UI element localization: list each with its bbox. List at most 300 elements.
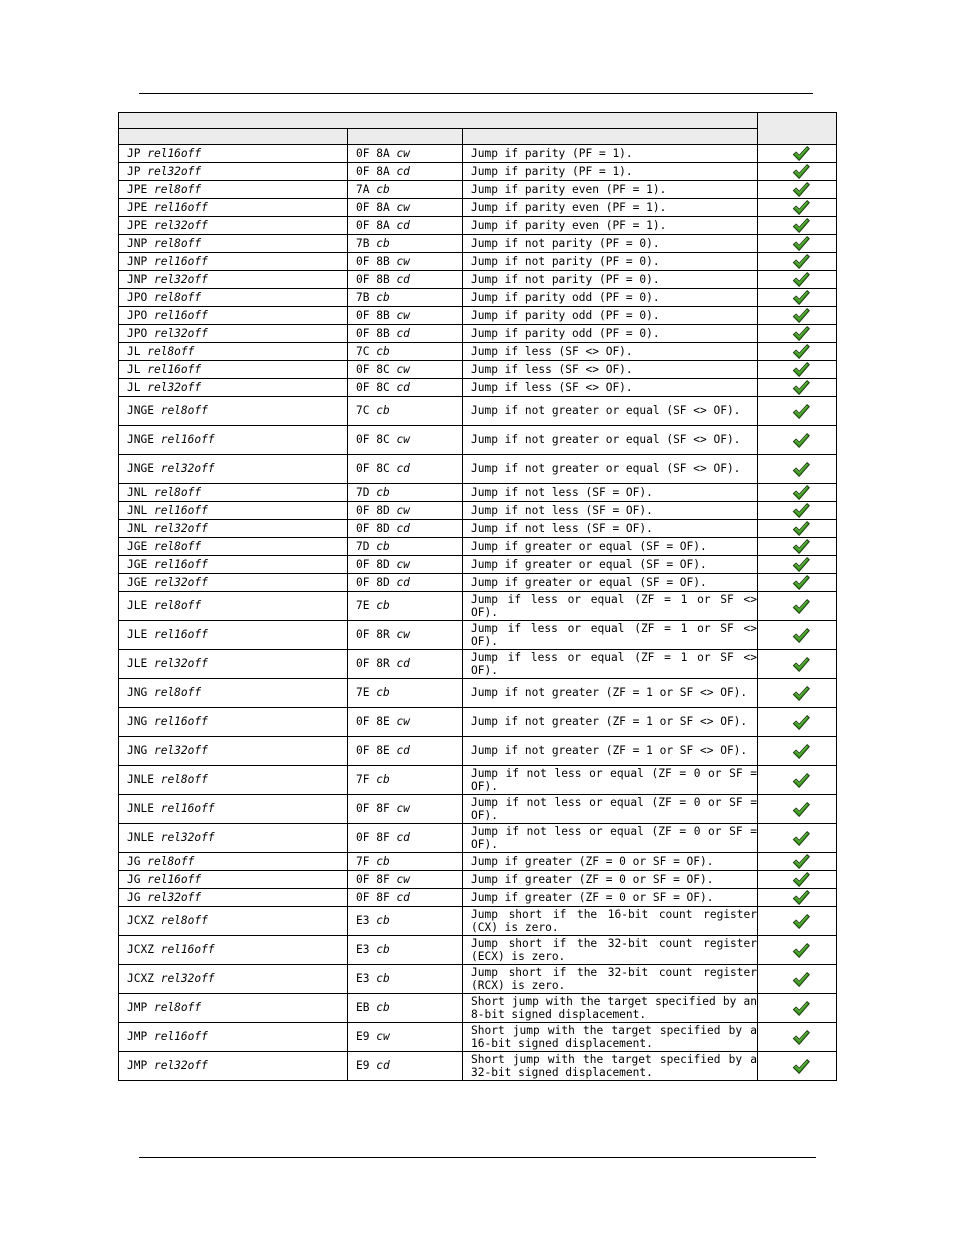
description-cell: Short jump with the target specified by a 32-bit signed displacement.	[463, 1052, 758, 1081]
mnemonic-cell	[119, 379, 348, 397]
opcode-cell	[348, 361, 463, 379]
support-column-header	[758, 113, 837, 145]
opcode-suffix: cw	[396, 557, 410, 571]
green-checkmark-icon	[792, 379, 810, 396]
opcode-cell	[348, 538, 463, 556]
opcode-suffix: cw	[396, 308, 410, 322]
opcode: 0F 8A	[356, 200, 390, 214]
opcode-suffix: cb	[376, 404, 390, 418]
support-cell	[758, 502, 837, 520]
support-cell	[758, 520, 837, 538]
table-row	[119, 556, 837, 574]
mnemonic-cell	[119, 455, 348, 484]
mnemonic: JNLE	[127, 802, 154, 816]
opcode-cell	[348, 502, 463, 520]
support-cell	[758, 965, 837, 994]
opcode: 0F 8F	[356, 831, 390, 845]
operand: rel32off	[153, 521, 208, 535]
mnemonic: JCXZ	[127, 943, 154, 957]
support-cell	[758, 379, 837, 397]
mnemonic-cell	[119, 520, 348, 538]
opcode: 7D	[356, 539, 370, 553]
table-row	[119, 379, 837, 397]
support-cell	[758, 484, 837, 502]
opcode-suffix: cw	[396, 872, 410, 886]
mnemonic: JL	[127, 362, 141, 376]
description-cell: Jump if greater (ZF = 0 or SF = OF).	[463, 871, 758, 889]
opcode-suffix: cw	[396, 200, 410, 214]
support-cell	[758, 361, 837, 379]
table-row	[119, 271, 837, 289]
mnemonic: JGE	[127, 557, 148, 571]
description-cell: Jump if less (SF <> OF).	[463, 361, 758, 379]
opcode-cell	[348, 426, 463, 455]
table-row	[119, 325, 837, 343]
table-row	[119, 853, 837, 871]
operand: rel16off	[153, 308, 208, 322]
description-cell: Jump if parity odd (PF = 0).	[463, 289, 758, 307]
opcode-header	[348, 129, 463, 145]
mnemonic-cell	[119, 307, 348, 325]
description-cell: Jump if less (SF <> OF).	[463, 379, 758, 397]
opcode: E9	[356, 1059, 370, 1073]
description-cell: Jump if not less or equal (ZF = 0 or SF = OF).	[463, 766, 758, 795]
table-row	[119, 871, 837, 889]
table-row	[119, 936, 837, 965]
description-cell: Jump if parity even (PF = 1).	[463, 199, 758, 217]
mnemonic-cell	[119, 325, 348, 343]
green-checkmark-icon	[792, 871, 810, 888]
support-cell	[758, 397, 837, 426]
green-checkmark-icon	[792, 685, 810, 702]
opcode: 7F	[356, 773, 370, 787]
description-cell: Jump if less or equal (ZF = 1 or SF <> OF).	[463, 621, 758, 650]
table-row	[119, 1023, 837, 1052]
table-row	[119, 965, 837, 994]
green-checkmark-icon	[792, 145, 810, 162]
green-checkmark-icon	[792, 217, 810, 234]
table-row	[119, 737, 837, 766]
opcode: 7E	[356, 599, 370, 613]
mnemonic-cell	[119, 181, 348, 199]
opcode-cell	[348, 795, 463, 824]
support-cell	[758, 650, 837, 679]
opcode-suffix: cw	[396, 254, 410, 268]
table-row	[119, 520, 837, 538]
description-cell: Jump if parity even (PF = 1).	[463, 181, 758, 199]
mnemonic: JCXZ	[127, 972, 154, 986]
opcode-cell	[348, 708, 463, 737]
support-cell	[758, 708, 837, 737]
green-checkmark-icon	[792, 1000, 810, 1017]
support-cell	[758, 538, 837, 556]
opcode: 0F 8C	[356, 462, 390, 476]
support-cell	[758, 766, 837, 795]
opcode: EB	[356, 1001, 370, 1015]
mnemonic: JNGE	[127, 433, 154, 447]
opcode-suffix: cd	[396, 164, 410, 178]
opcode-suffix: cd	[396, 326, 410, 340]
description-cell: Jump if parity odd (PF = 0).	[463, 325, 758, 343]
opcode-suffix: cw	[396, 802, 410, 816]
opcode-cell	[348, 455, 463, 484]
mnemonic: JPE	[127, 218, 148, 232]
mnemonic-cell	[119, 343, 348, 361]
opcode-cell	[348, 145, 463, 163]
operand: rel16off	[153, 254, 208, 268]
opcode: 0F 8D	[356, 503, 390, 517]
opcode: E9	[356, 1030, 370, 1044]
description-cell: Jump if greater or equal (SF = OF).	[463, 574, 758, 592]
mnemonic: JNL	[127, 485, 148, 499]
green-checkmark-icon	[792, 574, 810, 591]
description-cell: Jump if greater or equal (SF = OF).	[463, 538, 758, 556]
description-cell: Jump if greater (ZF = 0 or SF = OF).	[463, 889, 758, 907]
mnemonic-cell	[119, 426, 348, 455]
operand: rel16off	[153, 200, 208, 214]
operand: rel16off	[160, 433, 215, 447]
table-row	[119, 455, 837, 484]
support-cell	[758, 592, 837, 621]
mnemonic-cell	[119, 907, 348, 936]
mnemonic-cell	[119, 936, 348, 965]
header-rule	[139, 93, 813, 94]
opcode: 0F 8B	[356, 254, 390, 268]
opcode-suffix: cb	[376, 485, 390, 499]
operand: rel32off	[160, 972, 215, 986]
mnemonic-cell	[119, 289, 348, 307]
mnemonic: JMP	[127, 1030, 148, 1044]
mnemonic: JLE	[127, 628, 148, 642]
opcode-suffix: cb	[376, 539, 390, 553]
mnemonic: JNLE	[127, 773, 154, 787]
operand: rel32off	[153, 272, 208, 286]
mnemonic-cell	[119, 853, 348, 871]
mnemonic: JNG	[127, 715, 148, 729]
opcode: 0F 8B	[356, 272, 390, 286]
mnemonic: JLE	[127, 657, 148, 671]
table-row	[119, 343, 837, 361]
description-cell: Jump if not greater (ZF = 1 or SF <> OF).	[463, 679, 758, 708]
operand: rel32off	[153, 744, 208, 758]
mnemonic: JL	[127, 344, 141, 358]
support-cell	[758, 679, 837, 708]
green-checkmark-icon	[792, 289, 810, 306]
opcode-suffix: cw	[396, 503, 410, 517]
opcode-suffix: cd	[396, 744, 410, 758]
support-cell	[758, 737, 837, 766]
green-checkmark-icon	[792, 801, 810, 818]
opcode: E3	[356, 943, 370, 957]
operand: rel8off	[153, 236, 202, 250]
opcode: 0F 8F	[356, 872, 390, 886]
description-cell: Jump if not parity (PF = 0).	[463, 271, 758, 289]
table-row	[119, 824, 837, 853]
mnemonic-cell	[119, 679, 348, 708]
mnemonic-cell	[119, 766, 348, 795]
description-cell: Jump if not less (SF = OF).	[463, 484, 758, 502]
table-row	[119, 766, 837, 795]
table-row	[119, 307, 837, 325]
opcode-suffix: cd	[396, 890, 410, 904]
operand: rel32off	[153, 218, 208, 232]
table-header-row	[119, 113, 837, 129]
mnemonic-cell	[119, 145, 348, 163]
description-cell: Jump if parity odd (PF = 0).	[463, 307, 758, 325]
green-checkmark-icon	[792, 181, 810, 198]
mnemonic: JNL	[127, 503, 148, 517]
opcode: 0F 8E	[356, 744, 390, 758]
table-row	[119, 621, 837, 650]
support-cell	[758, 307, 837, 325]
opcode: E3	[356, 914, 370, 928]
opcode-cell	[348, 235, 463, 253]
description-cell: Jump if less or equal (ZF = 1 or SF <> OF).	[463, 650, 758, 679]
opcode-suffix: cb	[376, 1001, 390, 1015]
green-checkmark-icon	[792, 484, 810, 501]
mnemonic: JPO	[127, 290, 148, 304]
mnemonic-cell	[119, 1052, 348, 1081]
mnemonic-cell	[119, 737, 348, 766]
support-cell	[758, 1052, 837, 1081]
opcode-cell	[348, 994, 463, 1023]
table-row	[119, 253, 837, 271]
opcode-suffix: cb	[376, 854, 390, 868]
table-subheader-row	[119, 129, 837, 145]
mnemonic-cell	[119, 235, 348, 253]
operand: rel8off	[153, 290, 202, 304]
table-row	[119, 650, 837, 679]
green-checkmark-icon	[792, 913, 810, 930]
operand: rel16off	[160, 802, 215, 816]
support-cell	[758, 936, 837, 965]
opcode-suffix: cw	[396, 628, 410, 642]
operand: rel16off	[153, 557, 208, 571]
description-cell: Jump short if the 16-bit count register (CX) is zero.	[463, 907, 758, 936]
operand: rel16off	[147, 872, 202, 886]
green-checkmark-icon	[792, 1058, 810, 1075]
support-cell	[758, 163, 837, 181]
mnemonic: JPE	[127, 200, 148, 214]
footer-rule	[139, 1157, 816, 1158]
opcode-cell	[348, 307, 463, 325]
operand: rel16off	[160, 943, 215, 957]
mnemonic: JMP	[127, 1059, 148, 1073]
mnemonic-cell	[119, 650, 348, 679]
description-cell: Jump if not less or equal (ZF = 0 or SF = OF).	[463, 795, 758, 824]
green-checkmark-icon	[792, 556, 810, 573]
table-row	[119, 907, 837, 936]
description-cell: Jump if not greater or equal (SF <> OF).	[463, 455, 758, 484]
opcode-suffix: cd	[376, 1059, 390, 1073]
operand: rel32off	[160, 831, 215, 845]
green-checkmark-icon	[792, 714, 810, 731]
operand: rel16off	[147, 146, 202, 160]
opcode-cell	[348, 679, 463, 708]
opcode-suffix: cb	[376, 344, 390, 358]
table-row	[119, 679, 837, 708]
mnemonic-header	[119, 129, 348, 145]
opcode-cell	[348, 574, 463, 592]
operand: rel32off	[153, 1059, 208, 1073]
support-cell	[758, 235, 837, 253]
mnemonic: JNG	[127, 744, 148, 758]
table-row	[119, 502, 837, 520]
mnemonic: JG	[127, 872, 141, 886]
table-row	[119, 217, 837, 235]
table-row	[119, 235, 837, 253]
operand: rel16off	[147, 362, 202, 376]
description-cell: Jump if not less or equal (ZF = 0 or SF = OF).	[463, 824, 758, 853]
table-row	[119, 889, 837, 907]
description-cell: Jump if not less (SF = OF).	[463, 520, 758, 538]
opcode-cell	[348, 397, 463, 426]
mnemonic-cell	[119, 538, 348, 556]
opcode: 0F 8D	[356, 575, 390, 589]
opcode-suffix: cb	[376, 599, 390, 613]
opcode-suffix: cb	[376, 943, 390, 957]
mnemonic-cell	[119, 163, 348, 181]
mnemonic-cell	[119, 708, 348, 737]
green-checkmark-icon	[792, 598, 810, 615]
opcode: 0F 8B	[356, 326, 390, 340]
green-checkmark-icon	[792, 325, 810, 342]
operand: rel8off	[147, 344, 195, 358]
opcode: 0F 8R	[356, 657, 390, 671]
operand: rel8off	[147, 854, 195, 868]
mnemonic-cell	[119, 574, 348, 592]
green-checkmark-icon	[792, 253, 810, 270]
operand: rel8off	[153, 686, 202, 700]
opcode-suffix: cd	[396, 521, 410, 535]
opcode-cell	[348, 484, 463, 502]
header-blank-cell	[119, 113, 758, 129]
opcode-cell	[348, 871, 463, 889]
table-row	[119, 181, 837, 199]
table-row	[119, 361, 837, 379]
opcode-cell	[348, 217, 463, 235]
table-row	[119, 994, 837, 1023]
description-cell: Jump if less or equal (ZF = 1 or SF <> OF).	[463, 592, 758, 621]
description-cell: Jump if not greater (ZF = 1 or SF <> OF).	[463, 737, 758, 766]
operand: rel16off	[153, 715, 208, 729]
support-cell	[758, 217, 837, 235]
table-row	[119, 289, 837, 307]
green-checkmark-icon	[792, 627, 810, 644]
green-checkmark-icon	[792, 199, 810, 216]
mnemonic-cell	[119, 484, 348, 502]
mnemonic-cell	[119, 253, 348, 271]
opcode-suffix: cd	[396, 575, 410, 589]
opcode-cell	[348, 181, 463, 199]
green-checkmark-icon	[792, 971, 810, 988]
table-row	[119, 1052, 837, 1081]
opcode-suffix: cb	[376, 773, 390, 787]
opcode-suffix: cw	[396, 146, 410, 160]
opcode: 0F 8E	[356, 715, 390, 729]
description-cell: Jump short if the 32-bit count register (RCX) is zero.	[463, 965, 758, 994]
operand: rel8off	[160, 773, 208, 787]
description-cell: Jump if less (SF <> OF).	[463, 343, 758, 361]
opcode-suffix: cw	[396, 433, 410, 447]
green-checkmark-icon	[792, 853, 810, 870]
description-cell: Jump if not parity (PF = 0).	[463, 235, 758, 253]
support-cell	[758, 795, 837, 824]
mnemonic: JNLE	[127, 831, 154, 845]
mnemonic: JG	[127, 854, 141, 868]
green-checkmark-icon	[792, 830, 810, 847]
opcode-cell	[348, 965, 463, 994]
support-cell	[758, 325, 837, 343]
green-checkmark-icon	[792, 1029, 810, 1046]
support-cell	[758, 889, 837, 907]
opcode: 0F 8F	[356, 802, 390, 816]
table-row	[119, 538, 837, 556]
opcode-cell	[348, 1023, 463, 1052]
green-checkmark-icon	[792, 271, 810, 288]
support-cell	[758, 556, 837, 574]
mnemonic: JMP	[127, 1001, 148, 1015]
opcode-cell	[348, 592, 463, 621]
mnemonic-cell	[119, 502, 348, 520]
opcode: 0F 8C	[356, 433, 390, 447]
mnemonic-cell	[119, 621, 348, 650]
description-cell: Short jump with the target specified by an 8-bit signed displacement.	[463, 994, 758, 1023]
green-checkmark-icon	[792, 361, 810, 378]
opcode-cell	[348, 199, 463, 217]
mnemonic: JGE	[127, 539, 148, 553]
opcode-suffix: cb	[376, 972, 390, 986]
mnemonic: JNG	[127, 686, 148, 700]
instruction-table	[118, 112, 837, 1081]
table-body	[119, 145, 837, 1081]
opcode-cell	[348, 253, 463, 271]
support-cell	[758, 621, 837, 650]
mnemonic: JPO	[127, 326, 148, 340]
opcode-suffix: cb	[376, 686, 390, 700]
mnemonic-cell	[119, 795, 348, 824]
opcode-cell	[348, 853, 463, 871]
green-checkmark-icon	[792, 743, 810, 760]
opcode-suffix: cb	[376, 236, 390, 250]
description-cell: Jump if parity (PF = 1).	[463, 163, 758, 181]
opcode: 0F 8R	[356, 628, 390, 642]
description-cell: Jump if not greater or equal (SF <> OF).	[463, 426, 758, 455]
support-cell	[758, 907, 837, 936]
support-cell	[758, 199, 837, 217]
opcode: 7A	[356, 182, 370, 196]
operand: rel8off	[153, 599, 202, 613]
opcode-suffix: cd	[396, 218, 410, 232]
opcode-cell	[348, 289, 463, 307]
table-row	[119, 484, 837, 502]
table-row	[119, 574, 837, 592]
opcode-cell	[348, 824, 463, 853]
opcode: 7C	[356, 344, 370, 358]
operand: rel16off	[153, 628, 208, 642]
support-cell	[758, 181, 837, 199]
mnemonic-cell	[119, 217, 348, 235]
opcode-suffix: cb	[376, 182, 390, 196]
support-cell	[758, 574, 837, 592]
opcode: 0F 8C	[356, 362, 390, 376]
description-cell: Jump if not greater or equal (SF <> OF).	[463, 397, 758, 426]
mnemonic-cell	[119, 965, 348, 994]
table-row	[119, 708, 837, 737]
description-cell: Jump if greater or equal (SF = OF).	[463, 556, 758, 574]
opcode-suffix: cb	[376, 914, 390, 928]
opcode-cell	[348, 520, 463, 538]
